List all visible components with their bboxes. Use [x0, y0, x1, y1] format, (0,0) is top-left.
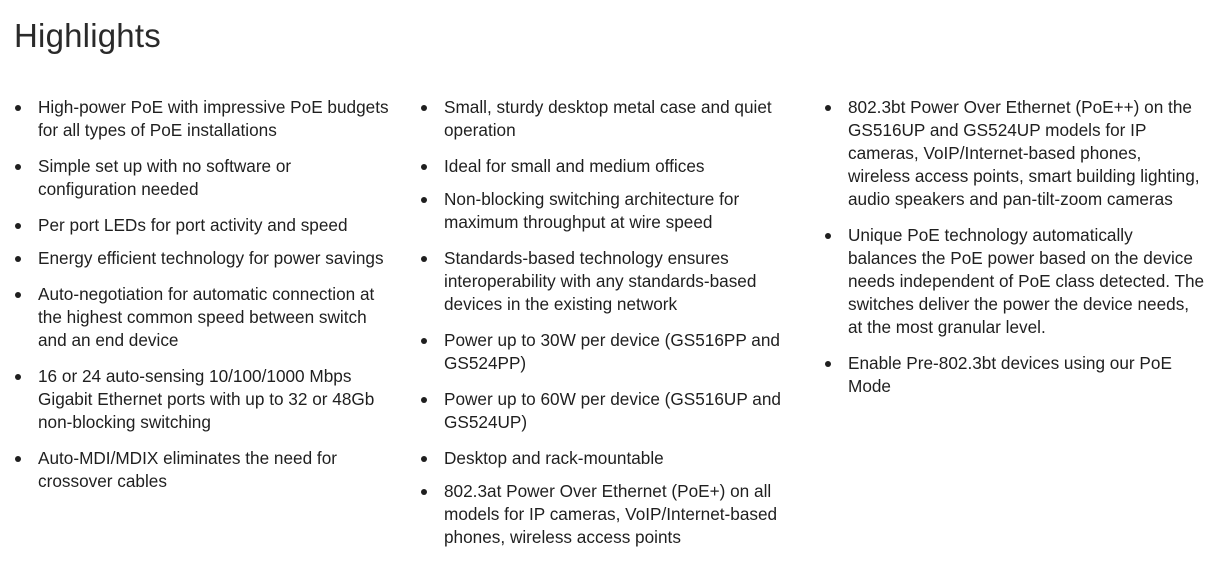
list-item: Non-blocking switching architecture for maximum throughput at wire speed: [420, 188, 806, 234]
list-item: 16 or 24 auto-sensing 10/100/1000 Mbps Gigabit Ethernet ports with up to 32 or 48Gb non-blocking switching: [14, 365, 394, 434]
highlights-column-3: [824, 96, 1206, 398]
list-item: Power up to 30W per device (GS516PP and GS524PP): [420, 329, 806, 375]
list-item: Power up to 60W per device (GS516UP and GS524UP): [420, 388, 806, 434]
list-item: Per port LEDs for port activity and speed: [14, 214, 394, 237]
list-item: Enable Pre-802.3bt devices using our PoE Mode: [824, 352, 1206, 398]
list-item: 802.3at Power Over Ethernet (PoE+) on all models for IP cameras, VoIP/Internet-based phones, wireless access points: [420, 480, 806, 549]
list-item: Unique PoE technology automatically balances the PoE power based on the device needs independent of PoE class detected. The switches deliver the power the device needs, at the most granular level.: [824, 224, 1206, 339]
list-item: Energy efficient technology for power savings: [14, 247, 394, 270]
list-item: High-power PoE with impressive PoE budgets for all types of PoE installations: [14, 96, 394, 142]
list-item: Small, sturdy desktop metal case and quiet operation: [420, 96, 806, 142]
list-item: Auto-MDI/MDIX eliminates the need for crossover cables: [14, 447, 394, 493]
highlights-column-2: [420, 96, 806, 549]
list-item: 802.3bt Power Over Ethernet (PoE++) on the GS516UP and GS524UP models for IP cameras, VoIP/Internet-based phones, wireless access points, smart building lighting, audio speakers and pan-tilt-zoom cameras: [824, 96, 1206, 211]
page-title: Highlights: [14, 17, 161, 54]
list-item: Ideal for small and medium offices: [420, 155, 806, 178]
highlights-column-1: [14, 96, 394, 493]
list-item: Desktop and rack-mountable: [420, 447, 806, 470]
list-item: Standards-based technology ensures interoperability with any standards-based devices in the existing network: [420, 247, 806, 316]
list-item: Auto-negotiation for automatic connection at the highest common speed between switch and an end device: [14, 283, 394, 352]
list-item: Simple set up with no software or configuration needed: [14, 155, 394, 201]
